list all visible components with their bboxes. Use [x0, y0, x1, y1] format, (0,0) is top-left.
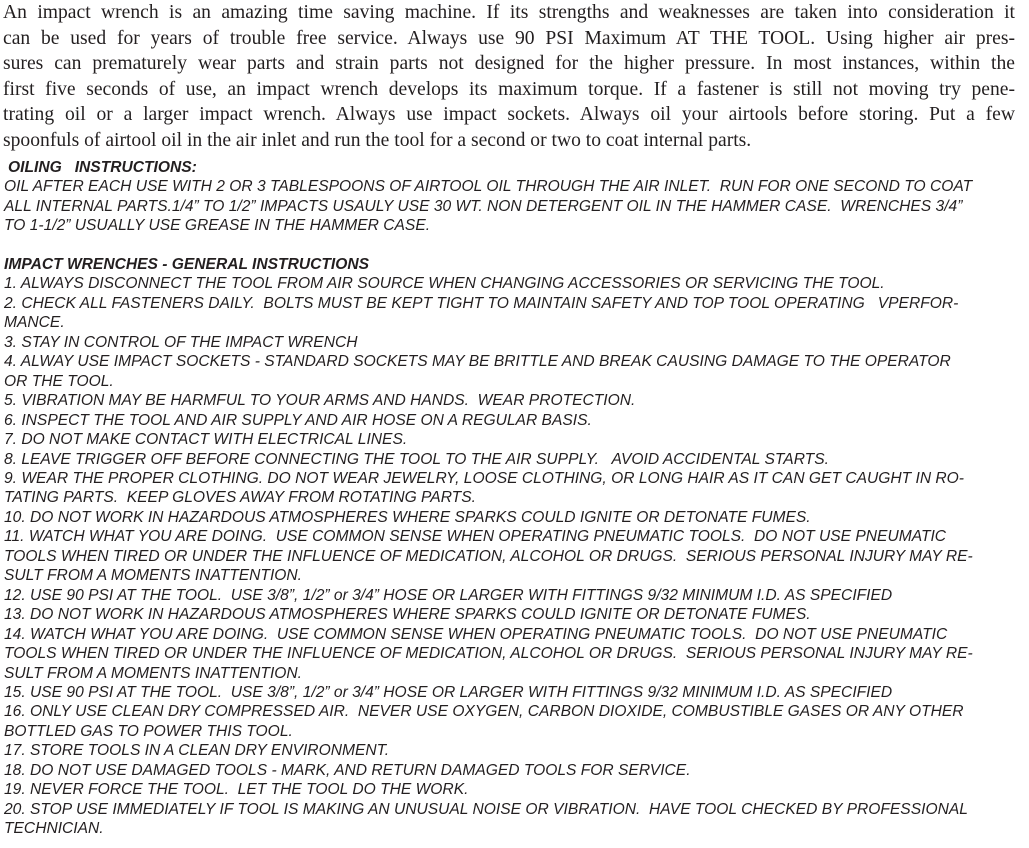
instruction-line: 10. DO NOT WORK IN HAZARDOUS ATMOSPHERES WHERE SPARKS COULD IGNITE OR DETONATE FUMES.: [4, 508, 811, 526]
instruction-line: 19. NEVER FORCE THE TOOL. LET THE TOOL DO THE WORK.: [4, 781, 469, 799]
oiling-instructions-section: [4, 158, 1019, 236]
instruction-line: 15. USE 90 PSI AT THE TOOL. USE 3/8”, 1/2” or 3/4” HOSE OR LARGER WITH FITTINGS 9/32 MINIMUM I.D. AS SPECIFIED: [4, 683, 893, 701]
instruction-line: 20. STOP USE IMMEDIATELY IF TOOL IS MAKING AN UNUSUAL NOISE OR VIBRATION. HAVE TOOL CHECKED BY PROFESSIONAL: [4, 800, 968, 818]
general-instructions-section: [4, 255, 1019, 839]
oiling-line: ALL INTERNAL PARTS.1/4” TO 1/2” IMPACTS USAULY USE 30 WT. NON DETERGENT OIL IN THE HAMMER CASE. WRENCHES 3/4”: [4, 197, 963, 215]
oiling-line: TO 1-1/2” USUALLY USE GREASE IN THE HAMMER CASE.: [4, 217, 431, 235]
instruction-line: 16. ONLY USE CLEAN DRY COMPRESSED AIR. NEVER USE OXYGEN, CARBON DIOXIDE, COMBUSTIBLE GASES OR ANY OTHER: [4, 703, 964, 721]
instruction-line: 6. INSPECT THE TOOL AND AIR SUPPLY AND AIR HOSE ON A REGULAR BASIS.: [4, 411, 592, 429]
instruction-line: SULT FROM A MOMENTS INATTENTION.: [4, 567, 303, 585]
instruction-line: TOOLS WHEN TIRED OR UNDER THE INFLUENCE OF MEDICATION, ALCOHOL OR DRUGS. SERIOUS PERSONAL INJURY MAY RE-: [4, 547, 973, 565]
instruction-line: 17. STORE TOOLS IN A CLEAN DRY ENVIRONMENT.: [4, 742, 390, 760]
instruction-line: 18. DO NOT USE DAMAGED TOOLS - MARK, AND RETURN DAMAGED TOOLS FOR SERVICE.: [4, 761, 691, 779]
instruction-line: TECHNICIAN.: [4, 820, 104, 838]
instruction-line: 2. CHECK ALL FASTENERS DAILY. BOLTS MUST BE KEPT TIGHT TO MAINTAIN SAFETY AND TOP TOOL OPERATING VPERFOR-: [4, 294, 959, 312]
instruction-line: BOTTLED GAS TO POWER THIS TOOL.: [4, 722, 293, 740]
general-heading: IMPACT WRENCHES - GENERAL INSTRUCTIONS: [4, 256, 370, 273]
instruction-line: 11. WATCH WHAT YOU ARE DOING. USE COMMON SENSE WHEN OPERATING PNEUMATIC TOOLS. DO NOT USE PNEUMATIC: [4, 528, 947, 546]
instruction-line: 3. STAY IN CONTROL OF THE IMPACT WRENCH: [4, 333, 358, 351]
intro-line: can be used for years of trouble free service. Always use 90 PSI Maximum AT THE TOOL. Using higher air pres-: [3, 27, 1015, 49]
oiling-line: OIL AFTER EACH USE WITH 2 OR 3 TABLESPOONS OF AIRTOOL OIL THROUGH THE AIR INLET. RUN FOR ONE SECOND TO COAT: [4, 178, 973, 196]
instruction-line: SULT FROM A MOMENTS INATTENTION.: [4, 664, 303, 682]
intro-line: first five seconds of use, an impact wrench develops its maximum torque. If a fastener is still not moving try pene-: [3, 78, 1015, 100]
instruction-line: 7. DO NOT MAKE CONTACT WITH ELECTRICAL LINES.: [4, 431, 408, 449]
instruction-line: MANCE.: [4, 314, 65, 332]
instruction-line: 8. LEAVE TRIGGER OFF BEFORE CONNECTING THE TOOL TO THE AIR SUPPLY. AVOID ACCIDENTAL STARTS.: [4, 450, 829, 468]
intro-line: spoonfuls of airtool oil in the air inlet and run the tool for a second or two to coat internal parts.: [3, 129, 752, 151]
instruction-line: TOOLS WHEN TIRED OR UNDER THE INFLUENCE OF MEDICATION, ALCOHOL OR DRUGS. SERIOUS PERSONAL INJURY MAY RE-: [4, 645, 973, 663]
instruction-line: 5. VIBRATION MAY BE HARMFUL TO YOUR ARMS AND HANDS. WEAR PROTECTION.: [4, 392, 636, 410]
instruction-line: TATING PARTS. KEEP GLOVES AWAY FROM ROTATING PARTS.: [4, 489, 476, 507]
instruction-line: 12. USE 90 PSI AT THE TOOL. USE 3/8”, 1/2” or 3/4” HOSE OR LARGER WITH FITTINGS 9/32 MINIMUM I.D. AS SPECIFIED: [4, 586, 893, 604]
intro-line: An impact wrench is an amazing time saving machine. If its strengths and weaknesses are taken into consideration it: [3, 2, 1015, 23]
intro-paragraph: [3, 0, 1015, 153]
intro-line: sures can prematurely wear parts and strain parts not designed for the higher pressure. In most instances, within the: [3, 53, 1015, 74]
instruction-line: 13. DO NOT WORK IN HAZARDOUS ATMOSPHERES WHERE SPARKS COULD IGNITE OR DETONATE FUMES.: [4, 606, 811, 624]
oiling-heading: OILING INSTRUCTIONS:: [8, 159, 197, 176]
instruction-line: OR THE TOOL.: [4, 372, 114, 390]
instruction-line: 9. WEAR THE PROPER CLOTHING. DO NOT WEAR JEWELRY, LOOSE CLOTHING, OR LONG HAIR AS IT CAN GET CAUGHT IN RO-: [4, 469, 964, 487]
intro-line: trating oil or a larger impact wrench. Always use impact sockets. Always oil your airtools before storing. Put a few: [3, 104, 1015, 125]
instruction-line: 14. WATCH WHAT YOU ARE DOING. USE COMMON SENSE WHEN OPERATING PNEUMATIC TOOLS. DO NOT USE PNEUMATIC: [4, 625, 948, 643]
instruction-line: 4. ALWAY USE IMPACT SOCKETS - STANDARD SOCKETS MAY BE BRITTLE AND BREAK CAUSING DAMAGE TO THE OPERATOR: [4, 353, 951, 371]
instruction-line: 1. ALWAYS DISCONNECT THE TOOL FROM AIR SOURCE WHEN CHANGING ACCESSORIES OR SERVICING THE TOOL.: [4, 275, 885, 293]
